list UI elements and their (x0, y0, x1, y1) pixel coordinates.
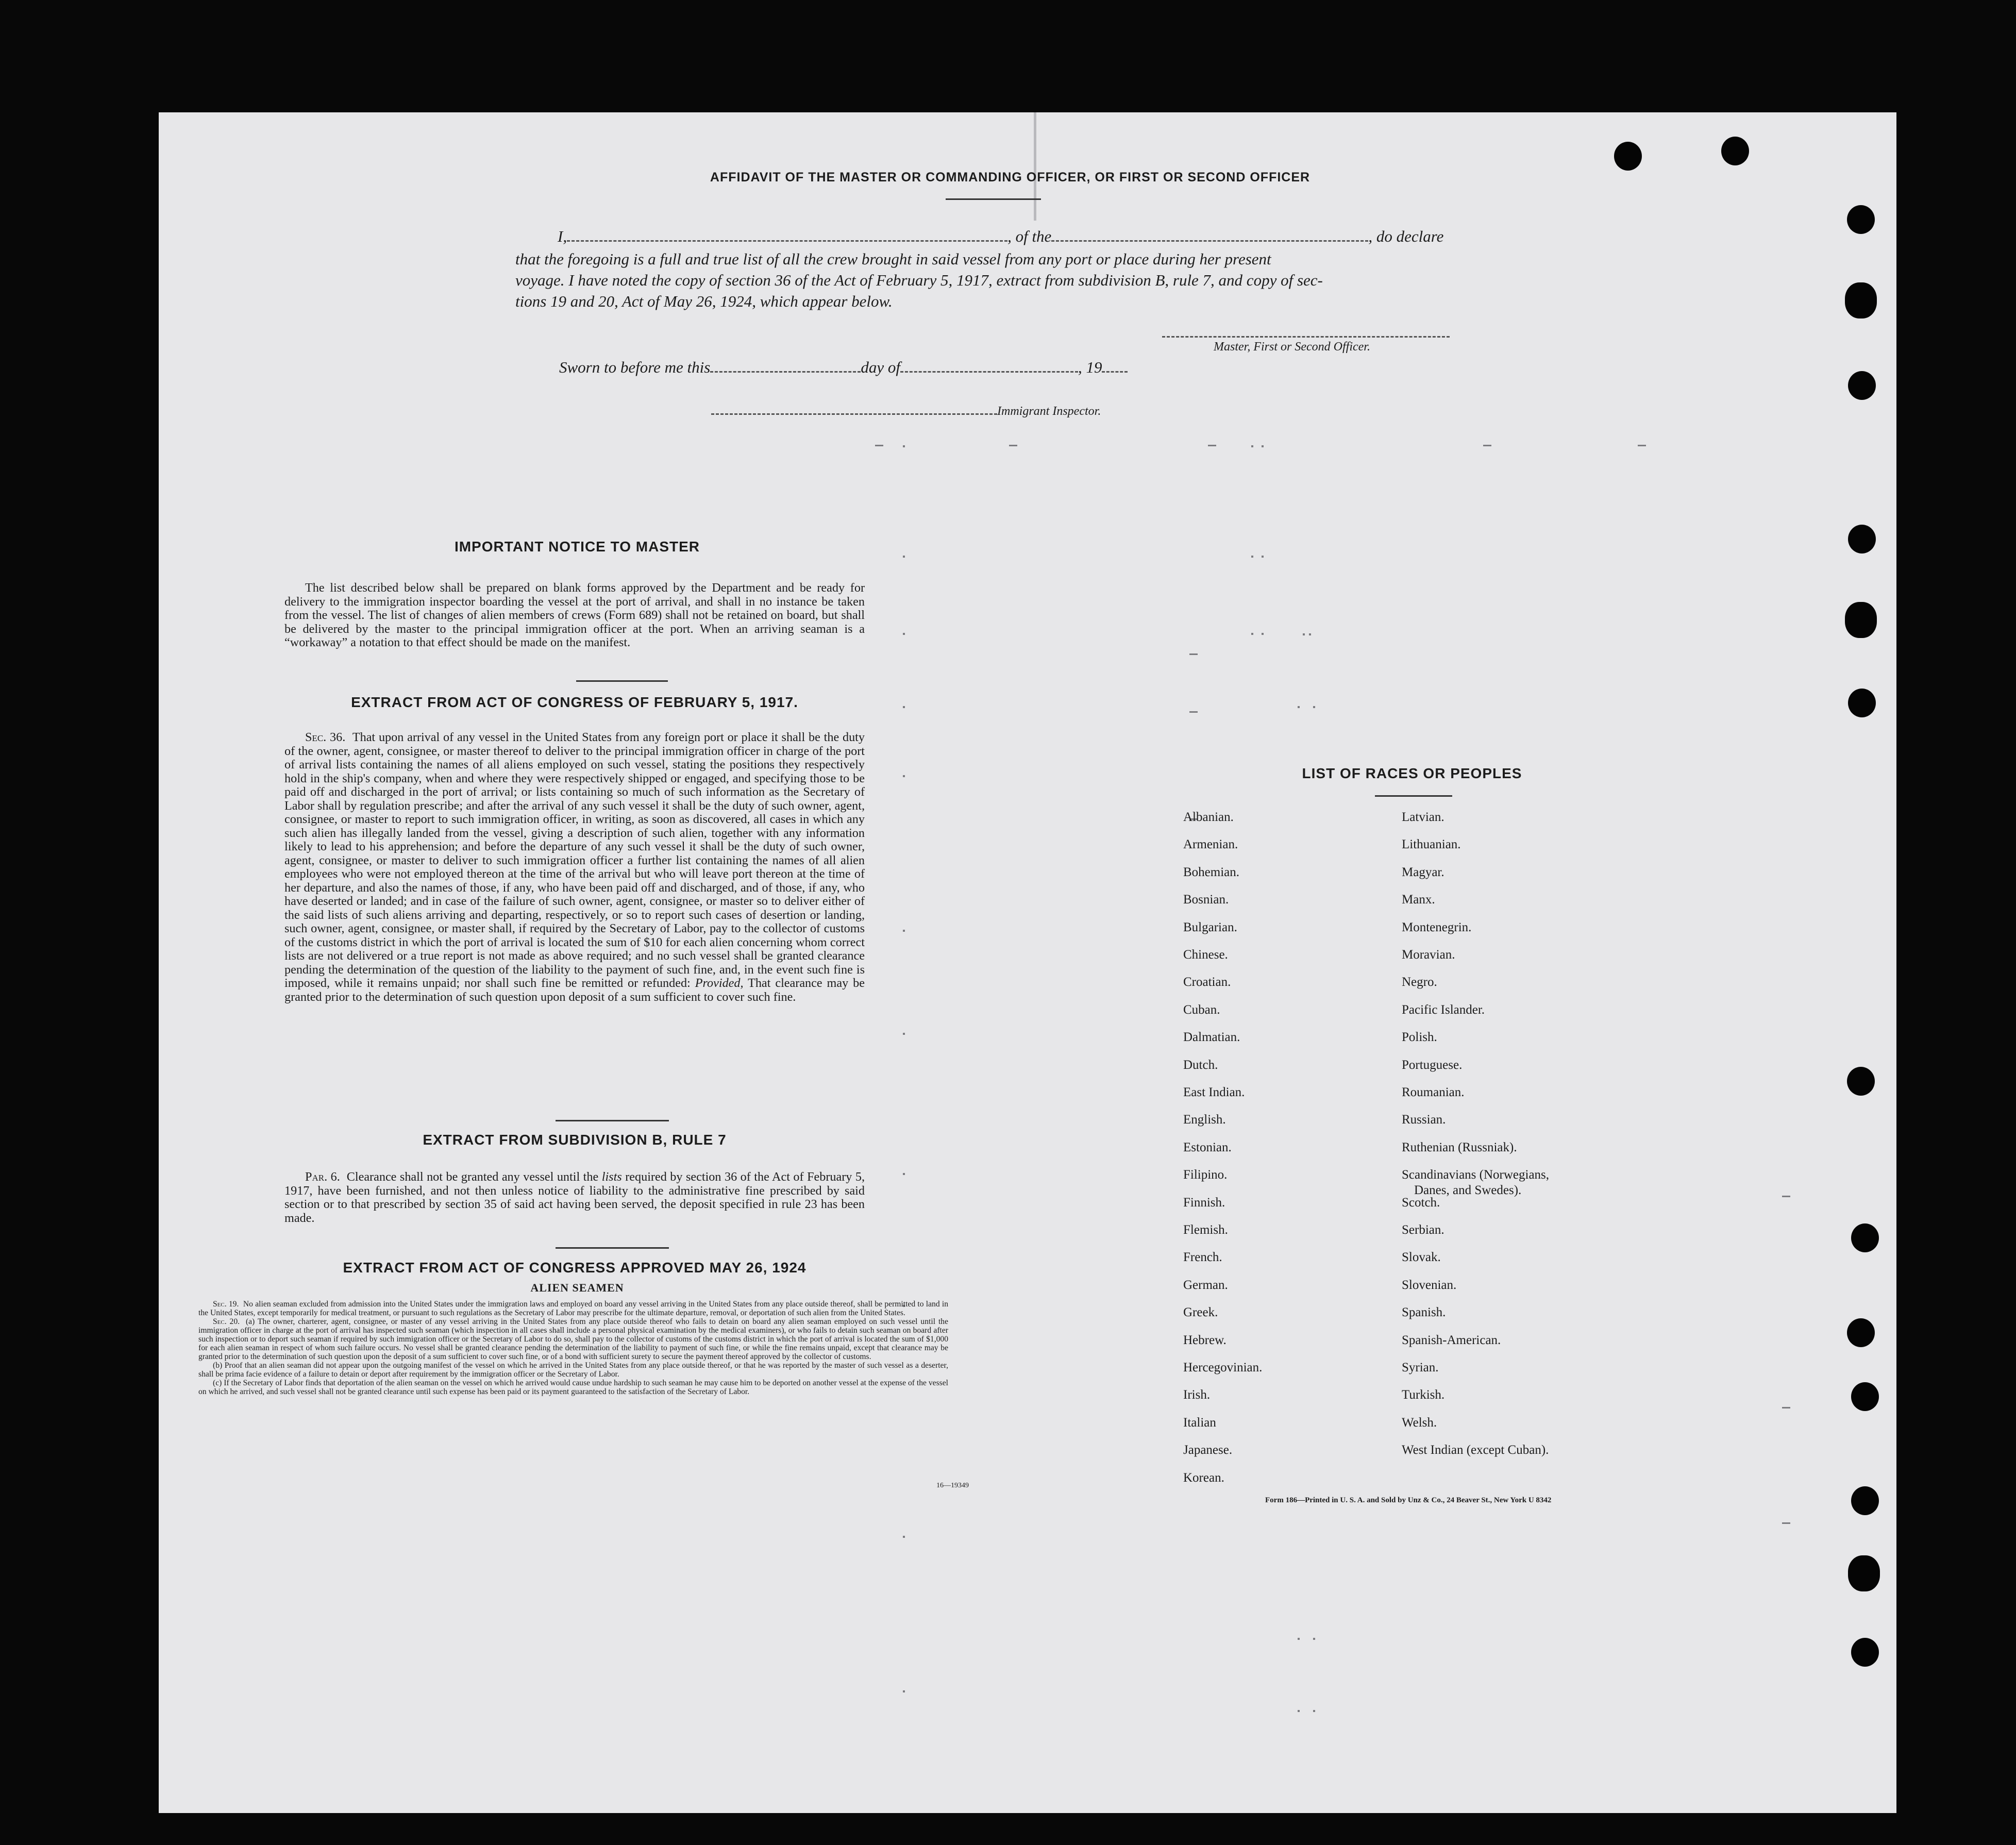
race-item: Finnish. (1183, 1195, 1225, 1210)
printer-footer: Form 186—Printed in U. S. A. and Sold by Unz & Co., 24 Beaver St., New York U 8342 (1265, 1496, 1552, 1504)
race-item: Serbian. (1402, 1223, 1444, 1237)
race-item: Armenian. (1183, 837, 1238, 852)
race-item: Magyar. (1402, 865, 1444, 879)
form-number: 16—19349 (936, 1482, 969, 1489)
punch-hole (1851, 1223, 1879, 1252)
notice-text: The list described below shall be prepared on blank forms approved by the Department and be ready for delivery to the immigration inspector boarding the vessel at the port of arrival, and shall in no instance be taken from the vessel. The list of changes of alien members of crews (Form 689) shall not be retained on board, but shall be delivered by the master to the principal immigration officer at the port. When an arriving seaman is a “workaway” a notation to that effect should be made on the manifest. (284, 581, 865, 649)
race-item: Irish. (1183, 1388, 1211, 1402)
extract-rule7-text-block (284, 1170, 865, 1225)
sec-20c-text: (c) If the Secretary of Labor finds that deportation of the alien seaman on the vessel on which he arrived would cause undue hardship to such seaman he may cause him to be deported on another vessel at the expense of the vessel on which he arrived, and such vessel shall not be granted clearance until such expense has been paid or its payment guaranteed to the satisfaction of the Secretary of Labor. (198, 1379, 948, 1396)
race-item: Japanese. (1183, 1443, 1233, 1457)
scan-mark (903, 1033, 905, 1035)
scan-mark (1262, 556, 1264, 558)
scan-mark (1782, 1196, 1790, 1197)
scan-mark (1313, 1710, 1315, 1712)
scan-mark (1638, 445, 1646, 446)
sec-36-text: That upon arrival of any vessel in the United States from any foreign port or place it shall be the duty of the owner, agent, consignee, or master thereof to deliver to the principal immigration officer in charge of the port of arrival lists containing the names of all aliens employed on such vessel, stating the positions they respectively hold in the ship's company, when and where they were respectively shipped or engaged, and specifying those to be paid off and discharged in the port of arrival; or lists containing so much of such information as the Secretary of Labor shall by regulation prescribe; and after the arrival of any such vessel it shall be the duty of such owner, agent, consignee, or master to report to such immigration officer, in writing, as soon as discovered, all cases in which any such alien has illegally landed from the vessel, giving a description of such alien, together with any information likely to lead to his apprehension; and before the departure of any such vessel it shall be the duty of such owner, agent, consignee, or master to deliver to such immigration officer a further list containing the names of all alien employees who were not employed thereon at the time of the arrival but who will leave port thereon at the time of her departure, and also the names of those, if any, who have been paid off and discharged, and of those, if any, who have deserted or landed; and in case of the failure of such owner, agent, consignee, or master so to deliver either of the said lists of such aliens arriving and departing, respectively, or so to report such cases of desertion or landing, such owner, agent, consignee, or master shall, if required by the Secretary of Labor, pay to the collector of customs of the customs district in which the port of arrival is located the sum of $10 for each alien concerning whom correct lists are not delivered or a true report is not made as above required; and no such vessel shall be granted clearance pending the determination of the question of the liability to the payment of such fine, and, in the event such fine is imposed, while it remains unpaid; nor shall such fine be remitted or refunded: (284, 730, 865, 990)
punch-hole (1848, 371, 1876, 400)
sworn-day-of: day of (861, 358, 900, 376)
lists-word: lists (601, 1170, 622, 1184)
punch-hole (1851, 1382, 1879, 1411)
scan-mark (1208, 445, 1216, 446)
sworn-year-prefix: , 19 (1078, 358, 1102, 376)
race-item: Lithuanian. (1402, 837, 1461, 852)
scan-mark (903, 556, 905, 558)
vessel-name-field[interactable] (1051, 228, 1368, 242)
sec-20a-text: (a) The owner, charterer, agent, consignee, or master of any vessel arriving in the United States from any place outside thereof who fails to detain on board any alien seaman employed on such vessel until the immigration officer in charge at the port of arrival has inspected such seaman (which inspection in all cases shall include a personal physical examination by the medical examiners), or who fails to detain such seaman on board after such inspection or to deport such seaman if required by such immigration officer or the Secretary of Labor to do so, shall pay to the collector of customs of the customs district in which the port of arrival is located the sum of $1,000 for each alien seaman in respect of whom such failure occurs. No vessel shall be granted clearance pending the determination of the liability to payment of such fine, or while the fine remains unpaid, except that clearance may be granted prior to the determination of such question upon the deposit of a sum sufficient to cover such fine, or of a bond with sufficient surety to secure the payment thereof approved by the collector of customs. (198, 1317, 949, 1361)
race-item: Flemish. (1183, 1223, 1228, 1237)
scan-mark (1298, 1710, 1300, 1712)
scan-mark (903, 706, 905, 708)
race-item: East Indian. (1183, 1085, 1245, 1099)
race-item: Croatian. (1183, 975, 1231, 989)
races-title: LIST OF RACES OR PEOPLES (1302, 765, 1522, 781)
scan-mark (1309, 633, 1311, 635)
par-6-label: Par. 6. (305, 1170, 340, 1184)
scan-mark (903, 930, 905, 932)
extract-1917-title: EXTRACT FROM ACT OF CONGRESS OF FEBRUARY 5, 1917. (351, 694, 798, 710)
race-item: Spanish-American. (1402, 1333, 1501, 1347)
punch-hole (1851, 1638, 1879, 1667)
race-item: Moravian. (1402, 948, 1455, 962)
sec-20-label: Sec. 20. (213, 1317, 240, 1326)
scan-mark (1313, 706, 1315, 708)
punch-hole (1614, 142, 1642, 171)
race-item: Bosnian. (1183, 893, 1229, 907)
declaration-of-the: , of the (1007, 227, 1052, 245)
scan-mark (903, 1536, 905, 1538)
declaration-i: I, (558, 227, 567, 245)
race-item: Roumanian. (1402, 1085, 1465, 1099)
race-item: Bohemian. (1183, 865, 1240, 879)
scan-mark (1483, 445, 1491, 446)
notice-text-block (284, 581, 865, 650)
sec-20b-text: (b) Proof that an alien seaman did not appear upon the outgoing manifest of the vessel on which he arrived in the United States from any place outside thereof, or that he was reported by the master of such vessel as a deserter, shall be prima facie evidence of a failure to detain or deport after requirement by the immigration officer or the Secretary of Labor. (198, 1361, 948, 1379)
race-item: Pacific Islander. (1402, 1002, 1485, 1017)
scan-mark (875, 445, 883, 446)
race-item: Bulgarian. (1183, 920, 1237, 934)
extract-1917-text-block (284, 731, 865, 1004)
races-left-column (1183, 810, 1369, 1496)
sec-36-text-end: That clearance may be granted prior to the determination of such question upon deposit of a sum sufficient to cover such fine. (284, 976, 865, 1004)
race-item: Danes, and Swedes). (1414, 1183, 1522, 1198)
scan-mark (1251, 445, 1253, 447)
race-item: Chinese. (1183, 948, 1228, 962)
race-item: Syrian. (1402, 1361, 1439, 1374)
affidavit-title: AFFIDAVIT OF THE MASTER OR COMMANDING OFFICER, OR FIRST OR SECOND OFFICER (710, 170, 1311, 184)
race-item: Filipino. (1183, 1168, 1228, 1182)
punch-hole (1845, 282, 1877, 318)
signature-label: Master, First or Second Officer. (1214, 340, 1370, 354)
par-6-text: Clearance shall not be granted any vessel until the (346, 1170, 599, 1184)
sec-36-label: Sec. 36. (305, 730, 346, 744)
race-item: Dalmatian. (1183, 1030, 1240, 1045)
sec-19-text: No alien seaman excluded from admission into the United States under the immigration laws and employed on board any vessel arriving in the United States from any place outside thereof, shall be permitted to land in the United States, except temporarily for medical treatment, or pursuant to such regulations as the Secretary of Labor may prescribe for the ultimate departure, removal, or deportation of such alien from the United States. (198, 1300, 949, 1317)
scan-mark (1313, 1638, 1315, 1640)
punch-hole (1845, 602, 1877, 638)
scan-mark (903, 1173, 905, 1175)
inspector-line (711, 401, 1175, 418)
punch-hole (1847, 205, 1875, 234)
race-item: Cuban. (1183, 1002, 1220, 1017)
section-rule (556, 1120, 669, 1121)
punch-hole (1847, 1318, 1875, 1347)
race-item: Ruthenian (Russniak). (1402, 1140, 1517, 1154)
sworn-line (559, 358, 1229, 377)
punch-hole (1721, 137, 1749, 165)
scan-mark (1009, 445, 1017, 446)
race-item: Dutch. (1183, 1058, 1218, 1072)
scan-mark (1251, 633, 1253, 635)
declaration-line-2: that the foregoing is a full and true list of all the crew brought in said vessel from any port or place during her present (515, 250, 1271, 268)
race-item: Korean. (1183, 1470, 1224, 1485)
race-item: Polish. (1402, 1030, 1437, 1045)
inspector-label: Immigrant Inspector. (997, 405, 1101, 418)
race-item: Scandinavians (Norwegians, (1402, 1168, 1550, 1182)
section-rule (576, 680, 668, 682)
scan-mark (1303, 633, 1305, 635)
extract-rule7-title: EXTRACT FROM SUBDIVISION B, RULE 7 (423, 1132, 727, 1148)
race-item: Welsh. (1402, 1415, 1437, 1430)
declaration-line-4: tions 19 and 20, Act of May 26, 1924, which appear below. (515, 292, 893, 310)
punch-hole (1848, 689, 1876, 717)
scan-mark (1298, 706, 1300, 708)
par-6-text-end: required by section 36 of the Act of February 5, 1917, have been furnished, and not then unless notice of liability to the administrative fine prescribed by said section or to that prescribed by section 35 of said act having been served, the deposit specified in rule 23 has been made. (284, 1170, 865, 1225)
punch-hole (1851, 1486, 1879, 1515)
notice-title: IMPORTANT NOTICE TO MASTER (454, 539, 700, 555)
title-rule (946, 198, 1041, 200)
race-item: Slovak. (1402, 1250, 1441, 1265)
race-item: English. (1183, 1113, 1226, 1127)
race-item: West Indian (except Cuban). (1402, 1443, 1549, 1457)
punch-hole (1847, 1067, 1875, 1096)
race-item: Scotch. (1402, 1195, 1440, 1210)
provided-word: Provided, (695, 976, 744, 990)
race-item: Negro. (1402, 975, 1437, 989)
race-item: Italian (1183, 1415, 1216, 1430)
sworn-text: Sworn to before me this (559, 358, 711, 376)
sworn-month-field[interactable] (900, 359, 1078, 373)
punch-hole (1848, 525, 1876, 554)
races-rule (1375, 795, 1452, 797)
section-rule (556, 1247, 669, 1249)
extract-1924-title: EXTRACT FROM ACT OF CONGRESS APPROVED MAY 26, 1924 (343, 1260, 807, 1276)
declaration-line-1 (558, 226, 1475, 247)
race-item: French. (1183, 1250, 1222, 1265)
race-item: Latvian. (1402, 810, 1444, 824)
race-item: Hercegovinian. (1183, 1361, 1263, 1374)
race-item: Albanian. (1183, 810, 1234, 824)
race-item: Turkish. (1402, 1388, 1445, 1402)
scan-mark (1782, 1407, 1790, 1408)
race-item: Montenegrin. (1402, 920, 1472, 934)
race-item: Greek. (1183, 1305, 1218, 1320)
scan-mark (1262, 633, 1264, 635)
scan-mark (1298, 1638, 1300, 1640)
declaration-do-declare: , do declare (1368, 227, 1444, 245)
extract-1924-text-block (198, 1300, 948, 1396)
race-item: Portuguese. (1402, 1058, 1463, 1072)
scan-mark (1251, 556, 1253, 558)
scan-mark (903, 633, 905, 635)
fold-crease (1034, 112, 1036, 221)
master-name-field[interactable] (567, 228, 1007, 242)
race-item: Russian. (1402, 1113, 1446, 1127)
signature-line[interactable] (1162, 336, 1450, 338)
inspector-signature-field[interactable] (711, 401, 997, 415)
race-item: Estonian. (1183, 1140, 1232, 1154)
scan-mark (903, 775, 905, 777)
sworn-day-field[interactable] (710, 359, 861, 373)
race-item: Slovenian. (1402, 1278, 1457, 1292)
races-right-column (1402, 810, 1670, 1496)
scan-mark (1189, 711, 1198, 713)
scan-mark (1189, 653, 1198, 655)
scan-mark (903, 445, 905, 447)
sec-19-label: Sec. 19. (213, 1300, 239, 1309)
scan-mark (1262, 445, 1264, 447)
alien-seamen-subtitle: ALIEN SEAMEN (530, 1281, 624, 1294)
scan-mark (1782, 1522, 1790, 1524)
race-item: Hebrew. (1183, 1333, 1227, 1347)
declaration-line-3: voyage. I have noted the copy of section 36 of the Act of February 5, 1917, extract from subdivision B, rule 7, and copy of sec- (515, 271, 1323, 289)
punch-hole (1848, 1555, 1880, 1591)
race-item: German. (1183, 1278, 1228, 1292)
scan-mark (903, 1690, 905, 1692)
sworn-year-field[interactable] (1102, 359, 1128, 373)
race-item: Spanish. (1402, 1305, 1446, 1320)
race-item: Manx. (1402, 893, 1435, 907)
